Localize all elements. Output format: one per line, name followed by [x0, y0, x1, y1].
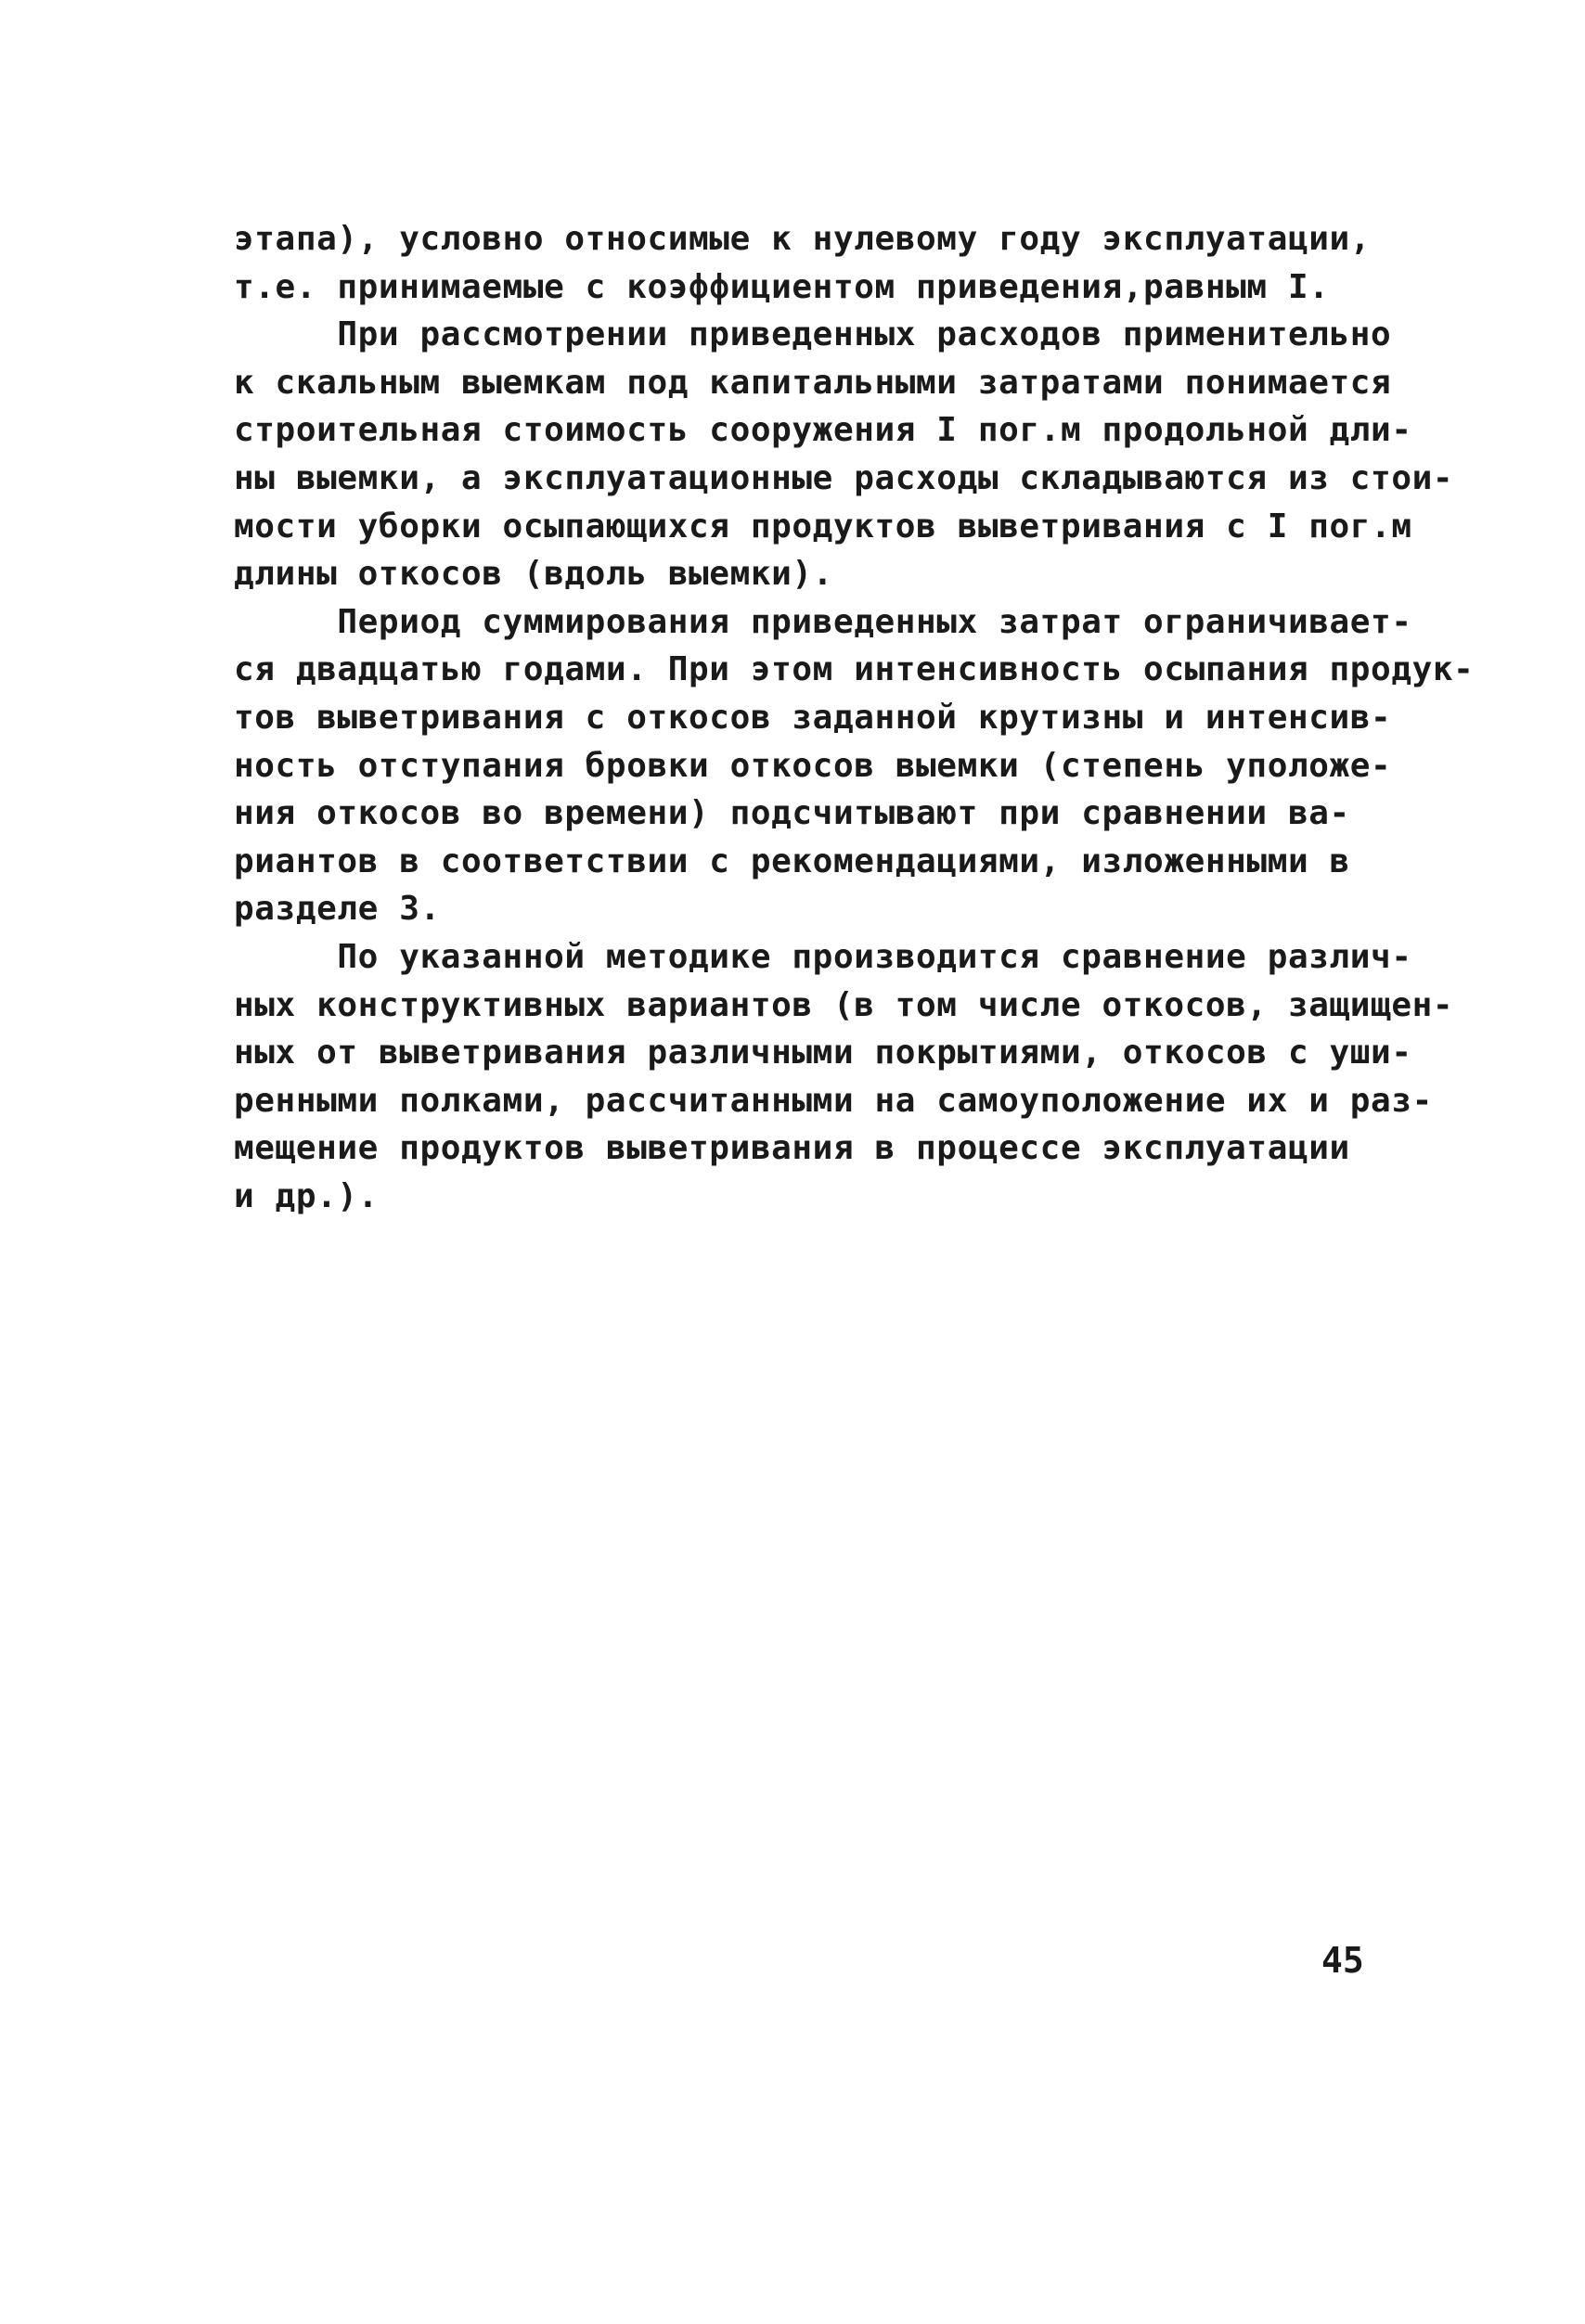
- text-line: разделе 3.: [234, 890, 441, 929]
- text-line: к скальным выемкам под капитальными затратами понимается: [234, 363, 1392, 402]
- text-line: ся двадцатью годами. При этом интенсивность осыпания продук-: [234, 650, 1475, 689]
- text-line: Период суммирования приведенных затрат ограничивает-: [234, 602, 1412, 641]
- text-line: строительная стоимость сооружения I пог.м продольной дли-: [234, 411, 1412, 450]
- text-line: мещение продуктов выветривания в процессе эксплуатации: [234, 1129, 1350, 1168]
- text-line: этапа), условно относимые к нулевому году эксплуатации,: [234, 220, 1372, 258]
- body-text: [234, 215, 1475, 1220]
- text-line: мости уборки осыпающихся продуктов выветривания с I пог.м: [234, 507, 1412, 546]
- text-line: т.е. принимаемые с коэффициентом приведения,равным I.: [234, 267, 1330, 306]
- text-line: ных от выветривания различными покрытиями, откосов с уши-: [234, 1034, 1412, 1072]
- text-line: ны выемки, а эксплуатационные расходы складываются из стои-: [234, 458, 1454, 497]
- text-line: ных конструктивных вариантов (в том числе откосов, защищен-: [234, 985, 1454, 1024]
- text-line: ность отступания бровки откосов выемки (степень уположе-: [234, 746, 1392, 785]
- text-line: По указанной методике производится сравнение различ-: [234, 937, 1412, 976]
- text-line: тов выветривания с откосов заданной крутизны и интенсив-: [234, 698, 1392, 737]
- text-line: ренными полками, рассчитанными на самоуположение их и раз-: [234, 1081, 1433, 1120]
- text-line: и др.).: [234, 1176, 379, 1215]
- page-number: 45: [1321, 1940, 1364, 1981]
- text-line: риантов в соответствии с рекомендациями, изложенными в: [234, 841, 1350, 880]
- text-line: ния откосов во времени) подсчитывают при сравнении ва-: [234, 794, 1350, 833]
- text-line: длины откосов (вдоль выемки).: [234, 555, 833, 594]
- text-line: При рассмотрении приведенных расходов применительно: [234, 315, 1392, 354]
